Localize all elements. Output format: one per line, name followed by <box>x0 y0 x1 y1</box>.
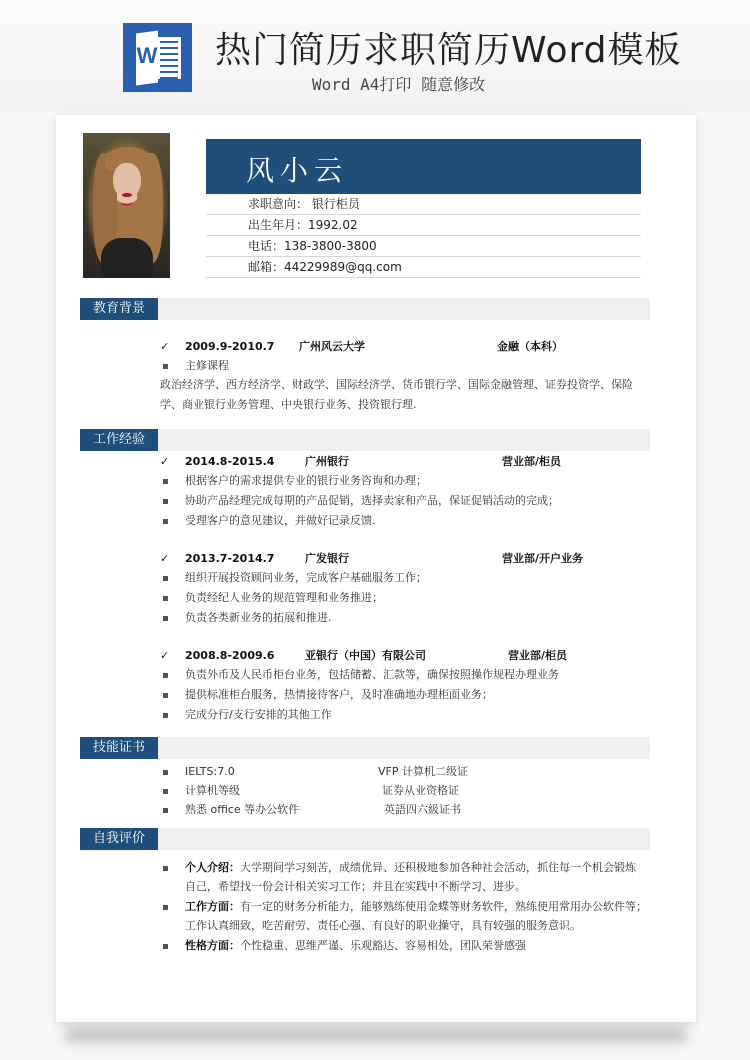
job-company: 亚银行（中国）有限公司 <box>305 649 426 662</box>
info-email: 邮箱：44229989@qq.com <box>206 257 641 278</box>
bullet-icon <box>163 364 168 369</box>
job-date: 2008.8-2009.6 <box>185 649 275 662</box>
bullet-icon <box>163 866 168 871</box>
eval-label: 个人介绍： <box>185 861 240 874</box>
section-title: 教育背景 <box>80 298 158 320</box>
skill-item: 证券从业资格证 <box>382 784 459 797</box>
eval-text: 有一定的财务分析能力，能够熟练使用金蝶等财务软件，熟练使用常用办公软件等； <box>240 900 647 913</box>
edu-major: 金融（本科） <box>497 340 563 353</box>
eval-label: 工作方面： <box>185 900 240 913</box>
info-job-intention: 求职意向： 银行柜员 <box>206 194 641 215</box>
section-self-eval <box>80 828 650 850</box>
job-date: 2013.7-2014.7 <box>185 552 275 565</box>
skill-item: IELTS:7.0 <box>185 765 235 778</box>
section-title: 工作经验 <box>80 429 158 451</box>
eval-line: 自己，希望找一份会计相关实习工作；并且在实践中不断学习、进步。 <box>185 880 526 893</box>
job-company: 广州银行 <box>305 455 349 468</box>
eval-label: 性格方面： <box>185 939 240 952</box>
eval-text: 大学期间学习刻苦，成绩优异、还积极地参加各种社会活动，抓住每一个机会锻炼 <box>240 861 636 874</box>
candidate-name: 风小云 <box>246 154 349 187</box>
job-duty: 负责经纪人业务的规范管理和业务推进； <box>185 591 383 604</box>
section-education <box>80 298 650 320</box>
bullet-icon <box>163 519 168 524</box>
courses-line: 学、商业银行业务管理、中央银行业务、投资银行理. <box>160 398 417 411</box>
section-title: 自我评价 <box>80 828 158 850</box>
bullet-icon <box>163 905 168 910</box>
skill-item: 计算机等级 <box>185 784 240 797</box>
courses-line: 政治经济学、西方经济学、财政学、国际经济学、货币银行学、国际金融管理、证券投资学、保险 <box>160 378 633 391</box>
eval-line <box>185 860 636 876</box>
check-icon: ✓ <box>160 340 170 353</box>
skill-item: 英語四六級证书 <box>384 803 461 816</box>
bullet-icon <box>163 770 168 775</box>
banner-title: 热门简历求职简历Word模板 <box>215 30 682 71</box>
job-duty: 负责外币及人民币柜台业务，包括储蓄、汇款等，确保按照操作规程办理业务 <box>185 668 559 681</box>
job-duty: 组织开展投资顾问业务，完成客户基础服务工作； <box>185 571 427 584</box>
job-duty: 受理客户的意见建议，并做好记录反馈. <box>185 514 376 527</box>
name-bar <box>206 139 641 194</box>
skill-item: VFP 计算机二级证 <box>378 765 468 778</box>
section-title: 技能证书 <box>80 737 158 759</box>
section-skills <box>80 737 650 759</box>
bullet-icon <box>163 576 168 581</box>
info-birth: 出生年月：1992.02 <box>206 215 641 236</box>
check-icon: ✓ <box>160 455 170 468</box>
bullet-icon <box>163 713 168 718</box>
word-icon <box>123 23 192 92</box>
job-role: 营业部/柜员 <box>508 649 568 662</box>
check-icon: ✓ <box>160 649 170 662</box>
job-duty: 协助产品经理完成每期的产品促销，选择卖家和产品，保证促销活动的完成； <box>185 494 559 507</box>
portrait-photo <box>83 133 170 278</box>
resume-page <box>56 115 696 1022</box>
bullet-icon <box>163 499 168 504</box>
bullet-icon <box>163 479 168 484</box>
edu-school: 广州风云大学 <box>299 340 365 353</box>
bullet-icon <box>163 693 168 698</box>
section-work <box>80 429 650 451</box>
eval-line <box>185 899 647 915</box>
edu-date: 2009.9-2010.7 <box>185 340 275 353</box>
course-label: 主修课程 <box>185 359 229 372</box>
job-role: 营业部/开户业务 <box>502 552 584 565</box>
job-company: 广发银行 <box>305 552 349 565</box>
paper-shadow <box>66 1028 686 1042</box>
word-icon-page <box>157 37 181 79</box>
check-icon: ✓ <box>160 552 170 565</box>
job-duty: 负责各类新业务的拓展和推进. <box>185 611 332 624</box>
job-date: 2014.8-2015.4 <box>185 455 275 468</box>
banner <box>0 0 750 112</box>
info-phone: 电话：138-3800-3800 <box>206 236 641 257</box>
eval-text: 个性稳重、思维严谨、乐观豁达、容易相处，团队荣誉感强 <box>240 939 526 952</box>
job-duty: 根据客户的需求提供专业的银行业务咨询和办理； <box>185 474 427 487</box>
job-role: 营业部/柜员 <box>502 455 562 468</box>
skill-item: 熟悉 office 等办公软件 <box>185 803 300 816</box>
bullet-icon <box>163 944 168 949</box>
bullet-icon <box>163 616 168 621</box>
bullet-icon <box>163 808 168 813</box>
word-icon-letter: W <box>136 43 158 68</box>
bullet-icon <box>163 673 168 678</box>
eval-line: 工作认真细致，吃苦耐劳、责任心强、有良好的职业操守，具有较强的服务意识。 <box>185 919 581 932</box>
bullet-icon <box>163 596 168 601</box>
bullet-icon <box>163 789 168 794</box>
banner-subtitle: Word A4打印 随意修改 <box>312 75 486 94</box>
job-duty: 提供标准柜台服务，热情接待客户，及时准确地办理柜面业务； <box>185 688 493 701</box>
job-duty: 完成分行/支行安排的其他工作 <box>185 708 332 721</box>
eval-line <box>185 938 526 954</box>
